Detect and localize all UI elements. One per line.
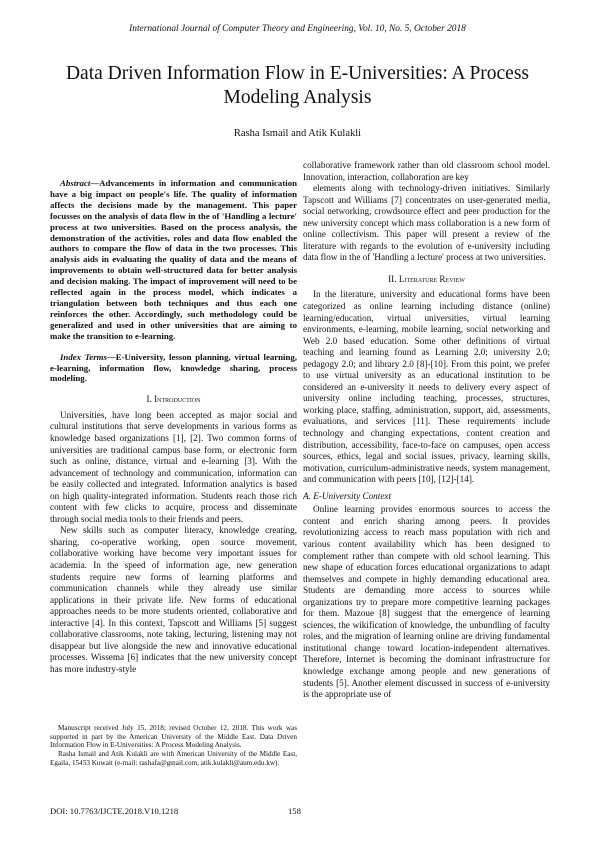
section-title: Introduction [154,394,201,405]
abstract [50,178,297,342]
left-column [50,160,297,675]
body-paragraph-continued: collaborative framework rather than old classroom school model. Innovation, interaction, collaboration are key [303,160,550,182]
abstract-text: —Advancements in information and communication have a big impact on people's life. The quality of information affects the decisions made by the management. This paper focusses on the analysis of data flow in the of 'Handling a lecture' process at two universities. Based on the process analysis, the demonstration of the activities, roles and data flow enabled the authors to compare the flow of data in the two processes. This analysis aids in evaluating the quality of data and the means of improvements to obtain well-structured data for better analysis and decision making. The impact of improvement will need to be reflected again in the process model, which indicates a triangulation between both techniques and thus each one reinforces the other. Accordingly, such methodology could be generalized and used in other universities that are aiming to make the transition to e-learning. [50,178,297,341]
page-number: 158 [288,806,301,816]
doi: DOI: 10.7763/IJCTE.2018.V10.1218 [50,806,179,816]
paper-authors: Rasha Ismail and Atik Kulakli [233,128,362,139]
section-title: Literature Review [398,273,465,284]
e-university-paragraph: Online learning provides enormous sources to access the content and enrich sharing among peers. It provides revolutionizing access to reach mass population with rich and various content availability which has been designed to complement rather than compete with old school learning. This new shape of education forces educational organizations to adapt themselves and compete in highly demanding educational area. Students are demanding more access to sources while organizations try to prepare more competitive learning packages for them. Mazoue [8] suggest that the emergence of learning sciences, the wikification of knowledge, the unbundling of faculty roles, and the migration of learning online are driving fundamental institutional change toward location-independent alternatives. Therefore, Internet is becoming the dominant infrastructure for knowledge exchange among people and new generations of students [5]. Another element discussed in success of e-university is the appropriate use of [303,504,550,700]
index-terms-text: —E-University, lesson planning, virtual learning, e-learning, information flow, knowledge sharing, process modeling. [50,351,297,384]
intro-paragraph-1: Universities, have long been accepted as major social and cultural institutions that serve developments in various forms as knowledge based organizations [1], [2]. Two common forms of universities are traditional campus base form, or electronic form such as online, distance, virtual and e-learning [3]. With the advancement of technology and communication, information can be easily collected and integrated. Information analytics is based on high quality-integrated information. Students reach those rich content with few clicks to acquire, process and disseminate through social media tools to their friends and peers. [50,409,297,524]
section-heading-literature-review [303,274,550,286]
subsection-title: E-University Context [313,490,392,501]
right-column [303,160,550,701]
body-paragraph: elements along with technology-driven initiatives. Similarly Tapscott and Williams [7] concentrates on user-generated media, social networking, crowdsource effect and peer production for the new university concept which mass collaboration is a new form of online collectivism. This paper will present a review of the literature with regards to the evolution of e-university including data flow in the of 'Handling a lecture' process at two universities. [303,183,550,263]
footnote-manuscript: Manuscript received July 15, 2018; revised October 12, 2018. This work was supported in part by the American University of the Middle East. Data Driven Information Flow in E-Universities: A Process Modeling Analysis. [50,724,297,750]
index-terms-label: Index Terms [60,351,107,362]
intro-paragraph-2: New skills such as computer literacy, knowledge creating, sharing, co-operative working, open source movement, collaborative working have become very important issues for academia. In the speed of information age, new generation students require new forms of learning platforms and communication channels while they already use similar applications in their private life. New forms of educational approaches needs to be more students oriented, collaborative and interactive [4]. In this context, Tapscott and Williams [5] suggest collaborative classrooms, note taking, lecturing, listening may not disappear but live alongside the new and innovative educational processes. Wissema [6] indicates that the new university concept has more industry-style [50,525,297,674]
subsection-heading-e-university [303,491,550,503]
abstract-label: Abstract [60,178,91,188]
section-numeral: II. [388,273,397,284]
footnote-affiliation: Rasha Ismail and Atik Kulakli are with American University of the Middle East, Egaila, 15453 Kuwait (e-mail: rashafa@gmail.com, atik.kulakli@aum.edu.kw). [50,750,297,767]
index-terms [50,352,297,385]
literature-paragraph-1: In the literature, university and educational forms have been categorized as online learning including distance (online) learning/education, virtual universities, virtual learning environments, e-learning, mobile learning, social networking and Web 2.0 based education. Some other definitions of virtual teaching and learning found as Learning 2.0; university 2.0; pedagogy 2.0; and library 2.0 [8]-[10]. From this point, we prefer to use virtual university as an educational institution to be considered an e-university it needs to delivery every aspect of university online including teaching, processes, structures, working place, staffing, administration, support, aid, assessments, evaluations, and services [11]. These requirements include technology and changing expectations, content creation and distribution, accessibility, face-to-face on campuses, open access sources, ethics, legal and social issues, privacy, learning skills, motivation, curriculum-administrative needs, system management, and communication with peers [10], [12]-[14]. [303,289,550,485]
section-heading-introduction [50,394,297,406]
paper-title: Data Driven Information Flow in E-Universities: A Process Modeling Analysis [65,63,530,108]
section-numeral: I. [146,394,152,405]
journal-header: International Journal of Computer Theory and Engineering, Vol. 10, No. 5, October 2018 [129,24,466,34]
footnote [50,724,297,768]
subsection-label: A. [303,490,311,501]
